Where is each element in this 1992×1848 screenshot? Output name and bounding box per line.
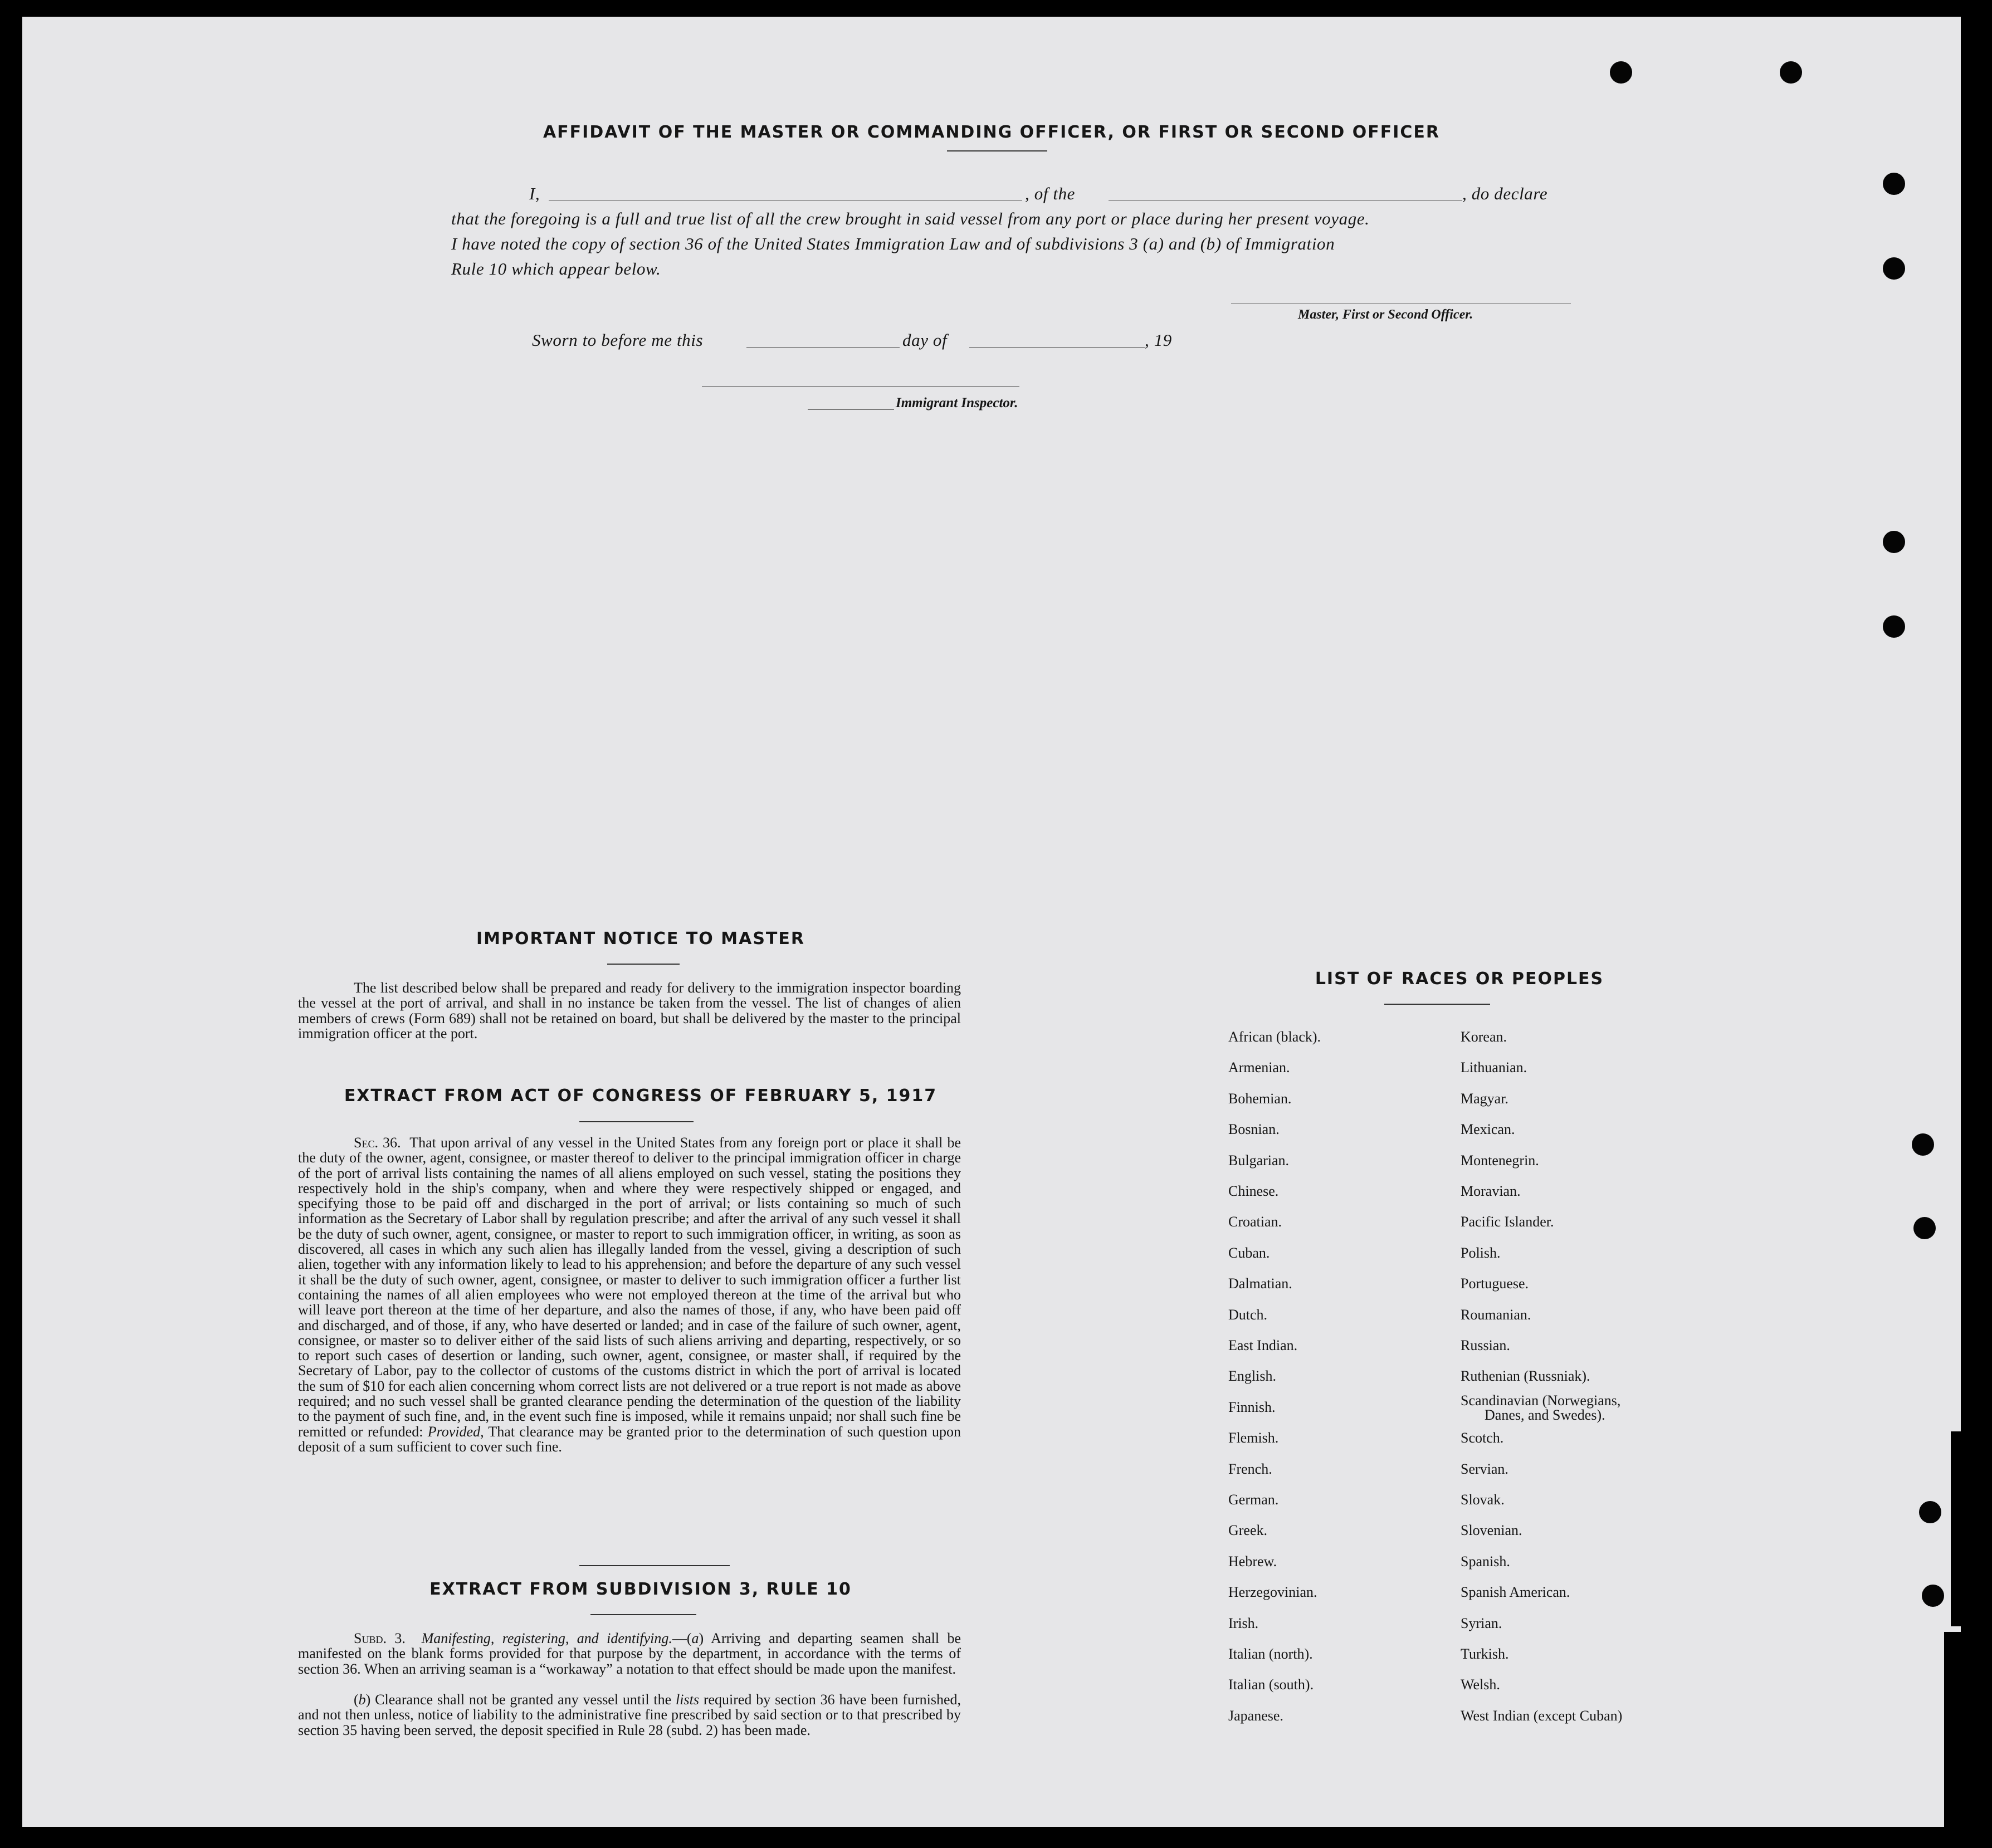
race-item: Montenegrin. — [1461, 1152, 1539, 1169]
race-item: Armenian. — [1228, 1059, 1290, 1076]
punch-hole — [1883, 531, 1905, 553]
punch-hole — [1883, 257, 1905, 280]
punch-hole — [1883, 615, 1905, 638]
race-item: Korean. — [1461, 1029, 1507, 1045]
race-item: Polish. — [1461, 1244, 1501, 1261]
affidavit-line-3: I have noted the copy of section 36 of the United States Immigration Law and of subdivisions 3 (a) and (b) of Immigration — [451, 234, 1335, 253]
section-36-text: That upon arrival of any vessel in the United States from any foreign port or place it shall be the duty of the owner, agent, consignee, or master thereof to deliver to the principal immigration officer in charge of the port of arrival lists containing the names of all aliens employed on such vessel, stating the positions they respectively hold in the ship's company, when and where they were respectively shipped or engaged, and specifying those to be paid off and discharged in the port of arrival; or lists containing so much of such information as the Secretary of Labor shall by regulation prescribe; and after the arrival of any such vessel it shall be the duty of such owner, agent, consignee, or master to report to such immigration officer, in writing, as soon as discovered, all cases in which any such alien has illegally landed from the vessel, giving a description of such alien, together with any information likely to lead to his apprehension; and before the departure of any such vessel it shall be the duty of such owner, agent, consignee, or master to deliver to such immigration officer a further list containing the names of all alien employees who were not employed thereon at the time of the arrival but who will leave port thereon at the time of her departure, and also the names of those, if any, who have been paid off and discharged, and of those, if any, who have deserted or landed; and in case of the failure of such owner, agent, consignee, or master so to deliver either of the said lists of such aliens arriving and departing, respectively, or so to report such cases of desertion or landing, such owner, agent, consignee, or master shall, if required by the Secretary of Labor, pay to the collector of customs of the customs district in which the port of arrival is located the sum of $10 for each alien concerning whom correct lists are not delivered or a true report is not made as above required; and no such vessel shall be granted clearance pending the determination of the question of the liability to the payment of such fine, and, in the event such fine is imposed, while it remains unpaid; nor shall such fine be remitted or refunded: — [298, 1135, 961, 1440]
race-item: Slovak. — [1461, 1492, 1505, 1508]
subdivision-a — [298, 1631, 961, 1676]
section-36-text-end: That clearance may be granted prior to the determination of such question upon deposit of a sum sufficient to cover such fine. — [298, 1423, 961, 1455]
race-item: Bohemian. — [1228, 1090, 1292, 1107]
title-rule — [607, 964, 680, 965]
race-item: Lithuanian. — [1461, 1059, 1527, 1076]
act-title: EXTRACT FROM ACT OF CONGRESS OF FEBRUARY 5, 1917 — [344, 1086, 938, 1106]
race-item: Slovenian. — [1461, 1522, 1522, 1539]
race-item: French. — [1228, 1460, 1272, 1477]
affidavit-of-the: , of the — [1025, 184, 1076, 203]
title-rule — [1384, 1004, 1490, 1005]
title-rule — [579, 1121, 694, 1122]
affidavit-i: I, — [529, 184, 540, 203]
clause-b-label: b — [358, 1691, 366, 1708]
clause-a-label: a — [691, 1630, 699, 1646]
punch-hole — [1883, 173, 1905, 195]
race-item: Spanish. — [1461, 1553, 1510, 1570]
clause-b-text-end: required by section 36 have been furnished, and not then unless, notice of liability to the administrative fine prescribed by said section or to that prescribed by section 35 having been served, the deposit specified in Rule 28 (subd. 2) has been made. — [298, 1691, 961, 1738]
race-item: Portuguese. — [1461, 1275, 1529, 1292]
sworn-prefix: Sworn to before me this — [532, 330, 704, 350]
notice-title: IMPORTANT NOTICE TO MASTER — [476, 929, 805, 949]
clause-a-text: ) Arriving and departing seamen shall be manifested on the blank forms provided for that purpose by the department, in accordance with the terms of section 36. When an arriving seaman is a “workaway” a notation to that effect should be made upon the manifest. — [298, 1630, 961, 1677]
subdivision-heading: Manifesting, registering, and identifying. — [421, 1630, 672, 1646]
section-label: Sec. 36. — [354, 1135, 401, 1151]
punch-hole — [1919, 1501, 1941, 1523]
sworn-year: , 19 — [1145, 330, 1172, 350]
punch-hole — [1922, 1585, 1944, 1607]
affidavit-title: AFFIDAVIT OF THE MASTER OR COMMANDING OFFICER, OR FIRST OR SECOND OFFICER — [543, 123, 1441, 142]
race-item: Cuban. — [1228, 1244, 1270, 1261]
title-rule — [590, 1614, 696, 1615]
race-item: Spanish American. — [1461, 1584, 1570, 1601]
sworn-day-blank[interactable] — [746, 347, 900, 348]
race-item: Syrian. — [1461, 1615, 1502, 1631]
section-36-body — [298, 1135, 961, 1454]
race-item: Italian (south). — [1228, 1676, 1314, 1693]
race-item: Danes, and Swedes). — [1485, 1406, 1605, 1423]
clause-b-text: ) Clearance shall not be granted any vessel until the — [365, 1691, 672, 1708]
affidavit-line-4: Rule 10 which appear below. — [451, 259, 661, 278]
punch-hole — [1913, 1217, 1936, 1239]
punch-hole — [1610, 61, 1632, 84]
title-rule — [947, 150, 1047, 151]
notice-body: The list described below shall be prepared and ready for delivery to the immigration inspector boarding the vessel at the port of arrival, and shall in no instance be taken from the vessel. The list of changes of alien members of crews (Form 689) shall not be retained on board, but shall be delivered by the master to the principal immigration officer at the port. — [298, 980, 961, 1042]
affidavit-line-2: that the foregoing is a full and true list of all the crew brought in said vessel from any port or place during her present voyage. — [451, 209, 1370, 228]
race-item: Italian (north). — [1228, 1646, 1313, 1662]
race-item: Roumanian. — [1461, 1306, 1531, 1323]
race-item: Dalmatian. — [1228, 1275, 1292, 1292]
race-item: Mexican. — [1461, 1121, 1515, 1138]
race-item: Scandinavian (Norwegians, — [1461, 1392, 1621, 1409]
race-item: Bulgarian. — [1228, 1152, 1290, 1169]
inspector-signature-blank[interactable] — [702, 386, 1019, 387]
race-item: Ruthenian (Russniak). — [1461, 1368, 1590, 1385]
race-item: Russian. — [1461, 1337, 1510, 1353]
race-item: Croatian. — [1228, 1214, 1282, 1230]
provided-word: Provided, — [427, 1423, 484, 1440]
rule10-title: EXTRACT FROM SUBDIVISION 3, RULE 10 — [429, 1580, 852, 1599]
race-item: Bosnian. — [1228, 1121, 1280, 1138]
race-item: Dutch. — [1228, 1306, 1268, 1323]
race-item: Finnish. — [1228, 1399, 1276, 1415]
race-item: Japanese. — [1228, 1707, 1283, 1724]
race-item: Flemish. — [1228, 1430, 1279, 1446]
race-item: Servian. — [1461, 1460, 1508, 1477]
race-item: Turkish. — [1461, 1646, 1509, 1662]
races-title: LIST OF RACES OR PEOPLES — [1315, 969, 1604, 989]
sworn-month-blank[interactable] — [969, 347, 1145, 348]
affidavit-declare: , do declare — [1462, 184, 1548, 203]
race-item: Chinese. — [1228, 1183, 1279, 1199]
master-label: Master, First or Second Officer. — [1298, 307, 1473, 322]
punch-hole — [1780, 61, 1802, 84]
document-page — [22, 17, 1961, 1827]
edge-tear — [1951, 1431, 1961, 1626]
sworn-day-of: day of — [902, 330, 948, 350]
subdivision-b — [298, 1692, 961, 1738]
paren: ( — [354, 1691, 359, 1708]
race-item: West Indian (except Cuban) — [1461, 1707, 1623, 1724]
section-rule — [579, 1565, 730, 1566]
race-item: Herzegovinian. — [1228, 1584, 1317, 1601]
race-item: Magyar. — [1461, 1090, 1508, 1107]
race-item: Hebrew. — [1228, 1553, 1277, 1570]
race-item: Greek. — [1228, 1522, 1268, 1539]
punch-hole — [1912, 1133, 1934, 1156]
race-item: East Indian. — [1228, 1337, 1298, 1353]
race-item: English. — [1228, 1368, 1276, 1385]
dash: —( — [672, 1630, 692, 1646]
race-item: German. — [1228, 1492, 1279, 1508]
inspector-label: Immigrant Inspector. — [896, 395, 1018, 410]
inspector-port-blank[interactable] — [808, 409, 894, 410]
race-item: Moravian. — [1461, 1183, 1521, 1199]
race-item: Welsh. — [1461, 1676, 1500, 1693]
lists-word: lists — [676, 1691, 699, 1708]
race-item: Pacific Islander. — [1461, 1214, 1554, 1230]
race-item: African (black). — [1228, 1029, 1321, 1045]
subdivision-label: Subd. 3. — [354, 1630, 406, 1646]
edge-tear — [1944, 1632, 1961, 1827]
race-item: Irish. — [1228, 1615, 1259, 1631]
race-item: Scotch. — [1461, 1430, 1504, 1446]
